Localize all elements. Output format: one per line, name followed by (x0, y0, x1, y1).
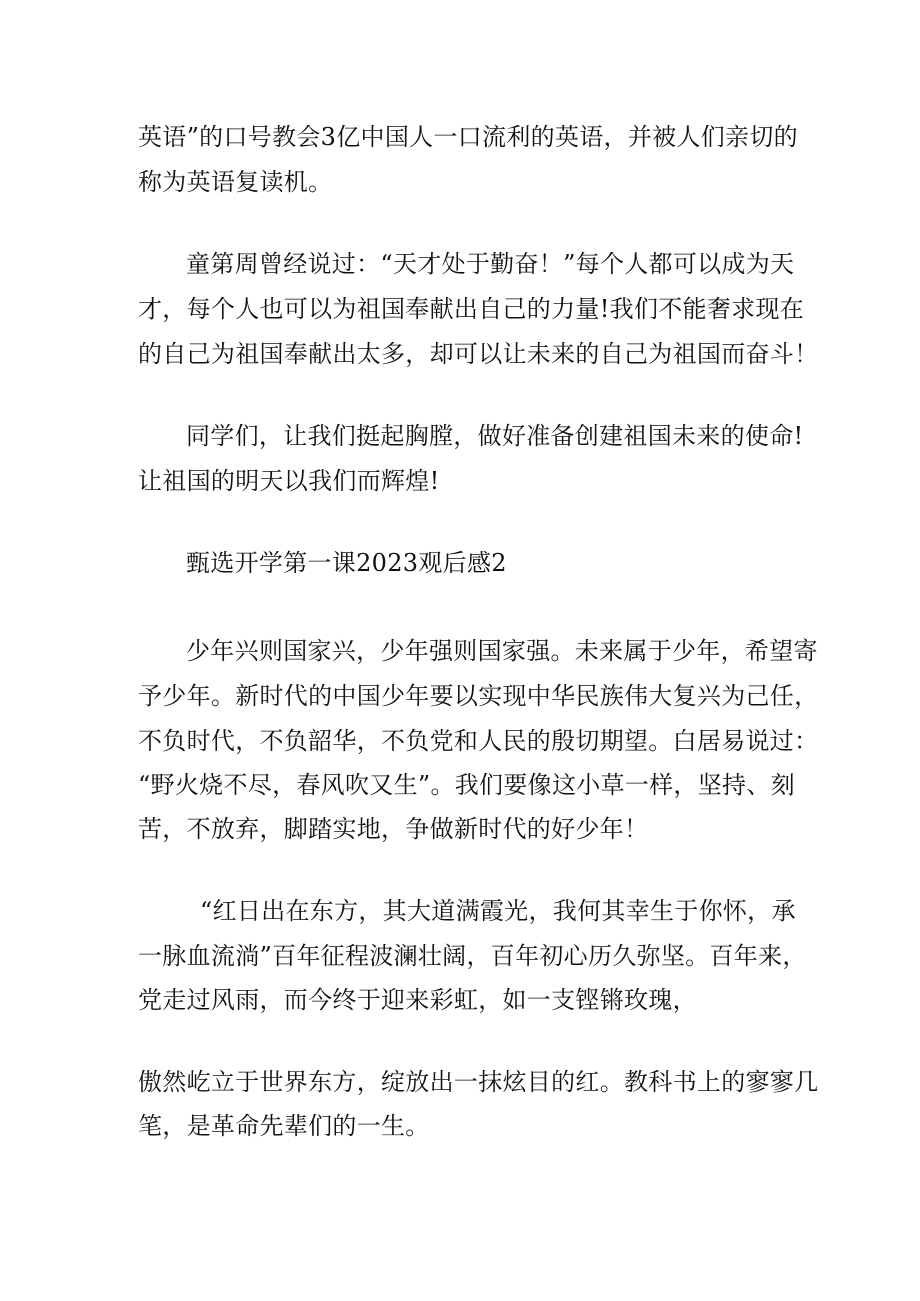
section-heading: 甄选开学第一课2023观后感2 (186, 549, 507, 577)
paragraph-5-line-1: “红日出在东方，其大道满霞光，我何其幸生于你怀，承 (200, 897, 796, 925)
paragraph-3-line-2: 让祖国的明天以我们而辉煌! (138, 467, 440, 495)
paragraph-2-line-1: 童第周曾经说过：“天才处于勤奋！”每个人都可以成为天 (186, 250, 795, 278)
paragraph-4-line-2: 予少年。新时代的中国少年要以实现中华民族伟大复兴为己任， (138, 682, 819, 710)
paragraph-4-line-3: 不负时代，不负韶华，不负党和人民的殷切期望。白居易说过： (138, 727, 819, 755)
paragraph-4-line-4: “野火烧不尽，春风吹又生”。我们要像这小草一样，坚持、刻 (138, 771, 795, 799)
paragraph-3-line-1: 同学们，让我们挺起胸膛，做好准备创建祖国未来的使命! (186, 422, 804, 450)
paragraph-6-line-1: 傲然屹立于世界东方，绽放出一抹炫目的红。教科书上的寥寥几 (138, 1068, 819, 1096)
paragraph-1-line-2: 称为英语复读机。 (138, 168, 333, 196)
paragraph-4-line-5: 苦，不放弃，脚踏实地，争做新时代的好少年！ (138, 815, 649, 843)
paragraph-1-line-1: 英语”的口号教会3亿中国人一口流利的英语，并被人们亲切的 (138, 123, 798, 151)
paragraph-6-line-2: 笔，是革命先辈们的一生。 (138, 1112, 430, 1140)
paragraph-2-line-2: 才，每个人也可以为祖国奉献出自己的力量!我们不能奢求现在 (138, 295, 805, 323)
paragraph-4-line-1: 少年兴则国家兴，少年强则国家强。未来属于少年，希望寄 (186, 637, 818, 665)
paragraph-5-line-2: 一脉血流淌”百年征程波澜壮阔，百年初心历久弥坚。百年来， (138, 942, 807, 970)
paragraph-2-line-3: 的自己为祖国奉献出太多，却可以让未来的自己为祖国而奋斗！ (138, 340, 819, 368)
paragraph-5-line-3: 党走过风雨，而今终于迎来彩虹，如一支铿锵玫瑰， (138, 986, 697, 1014)
